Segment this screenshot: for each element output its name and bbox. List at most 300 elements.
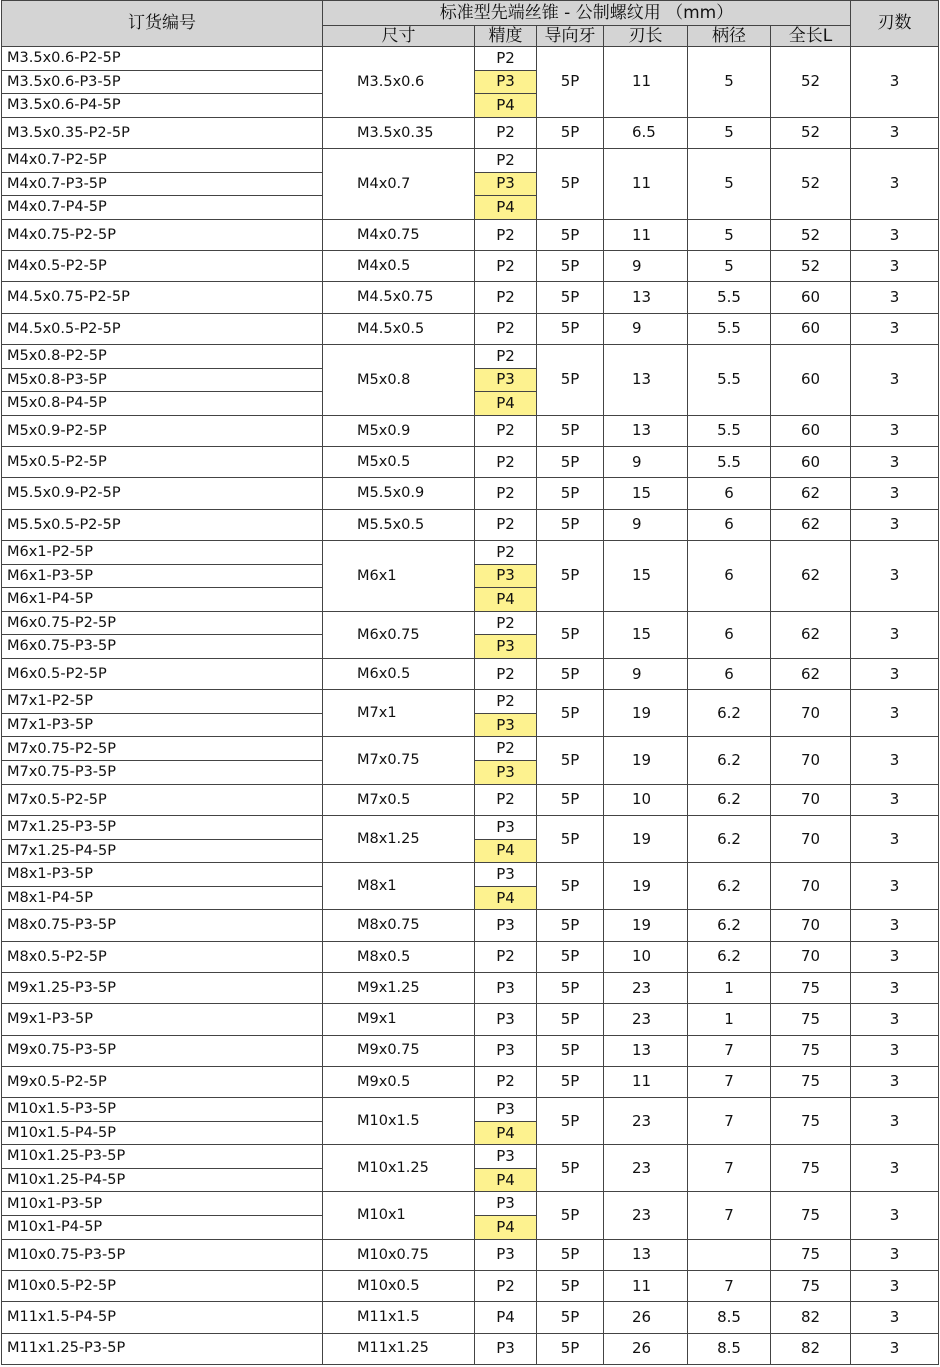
lead-thread-cell: 5P <box>537 219 604 250</box>
precision-cell: P2 <box>475 345 537 369</box>
lead-thread-cell: 5P <box>537 313 604 344</box>
flutes-cell: 3 <box>851 509 939 540</box>
shank-diameter-cell: 6.2 <box>688 863 771 910</box>
precision-cell: P3 <box>475 1098 537 1122</box>
lead-thread-cell: 5P <box>537 941 604 972</box>
blade-length-cell: 26 <box>604 1302 688 1333</box>
overall-length-cell: 70 <box>771 910 851 941</box>
order-code: M6x1-P4-5P <box>2 588 323 612</box>
size-cell: M11x1.25 <box>323 1333 475 1364</box>
size-cell: M4.5x0.75 <box>323 282 475 313</box>
flutes-cell: 3 <box>851 690 939 737</box>
table-row <box>2 415 939 446</box>
flutes-cell: 3 <box>851 313 939 344</box>
blade-length-cell: 11 <box>604 149 688 220</box>
size-cell: M9x0.5 <box>323 1066 475 1097</box>
table-row <box>2 815 939 839</box>
precision-cell: P2 <box>475 737 537 761</box>
order-code: M9x0.5-P2-5P <box>2 1066 323 1097</box>
lead-thread-cell: 5P <box>537 117 604 148</box>
flutes-cell: 3 <box>851 345 939 416</box>
precision-cell: P2 <box>475 1066 537 1097</box>
lead-thread-cell: 5P <box>537 1035 604 1066</box>
shank-diameter-cell: 1 <box>688 972 771 1003</box>
shank-diameter-cell: 5.5 <box>688 313 771 344</box>
order-code: M10x1.5-P3-5P <box>2 1098 323 1122</box>
overall-length-cell: 82 <box>771 1302 851 1333</box>
overall-length-cell: 70 <box>771 941 851 972</box>
order-code: M3.5x0.6-P2-5P <box>2 47 323 71</box>
table-row <box>2 1145 939 1169</box>
overall-length-cell: 75 <box>771 1145 851 1192</box>
overall-length-cell: 62 <box>771 478 851 509</box>
order-code: M4x0.75-P2-5P <box>2 219 323 250</box>
lead-thread-cell: 5P <box>537 415 604 446</box>
table-body <box>2 47 939 1365</box>
flutes-cell: 3 <box>851 941 939 972</box>
precision-cell: P2 <box>475 690 537 714</box>
precision-cell: P2 <box>475 251 537 282</box>
table-row <box>2 251 939 282</box>
order-code: M7x1.25-P4-5P <box>2 839 323 863</box>
table-row <box>2 149 939 173</box>
shank-diameter-cell: 6.2 <box>688 784 771 815</box>
blade-length-cell: 19 <box>604 863 688 910</box>
order-code: M4x0.7-P2-5P <box>2 149 323 173</box>
lead-thread-cell: 5P <box>537 1192 604 1239</box>
precision-cell: P4 <box>475 1216 537 1240</box>
precision-cell: P4 <box>475 1121 537 1145</box>
shank-diameter-cell: 1 <box>688 1004 771 1035</box>
overall-length-cell: 75 <box>771 1066 851 1097</box>
flutes-cell: 3 <box>851 815 939 862</box>
order-code: M7x0.75-P2-5P <box>2 737 323 761</box>
flutes-cell: 3 <box>851 1098 939 1145</box>
blade-length-cell: 23 <box>604 1004 688 1035</box>
overall-length-cell: 70 <box>771 737 851 784</box>
blade-length-cell: 11 <box>604 47 688 118</box>
precision-cell: P3 <box>475 815 537 839</box>
table-row <box>2 972 939 1003</box>
order-code: M6x0.75-P3-5P <box>2 635 323 659</box>
table-row <box>2 690 939 714</box>
size-cell: M10x1.5 <box>323 1098 475 1145</box>
shank-diameter-cell: 6 <box>688 509 771 540</box>
lead-thread-cell: 5P <box>537 149 604 220</box>
blade-length-cell: 6.5 <box>604 117 688 148</box>
size-cell: M4x0.5 <box>323 251 475 282</box>
table-row <box>2 1066 939 1097</box>
blade-length-cell: 10 <box>604 941 688 972</box>
overall-length-cell: 70 <box>771 784 851 815</box>
blade-length-cell: 13 <box>604 1035 688 1066</box>
lead-thread-cell: 5P <box>537 478 604 509</box>
blade-length-cell: 19 <box>604 815 688 862</box>
overall-length-cell: 62 <box>771 509 851 540</box>
header-group-title: 标准型先端丝锥 - 公制螺纹用 （mm） <box>323 1 851 26</box>
order-code: M10x1-P4-5P <box>2 1216 323 1240</box>
order-code: M5x0.8-P3-5P <box>2 368 323 392</box>
lead-thread-cell: 5P <box>537 1302 604 1333</box>
header-flutes: 刃数 <box>851 1 939 47</box>
blade-length-cell: 13 <box>604 345 688 416</box>
table-row <box>2 784 939 815</box>
precision-cell: P4 <box>475 1168 537 1192</box>
overall-length-cell: 70 <box>771 690 851 737</box>
order-code: M4.5x0.75-P2-5P <box>2 282 323 313</box>
header-blade-length: 刃长 <box>604 26 688 47</box>
flutes-cell: 3 <box>851 1239 939 1270</box>
order-code: M3.5x0.6-P4-5P <box>2 94 323 118</box>
precision-cell: P2 <box>475 219 537 250</box>
shank-diameter-cell: 5 <box>688 47 771 118</box>
flutes-cell: 3 <box>851 658 939 689</box>
overall-length-cell: 75 <box>771 1239 851 1270</box>
flutes-cell: 3 <box>851 47 939 118</box>
precision-cell: P3 <box>475 1192 537 1216</box>
precision-cell: P2 <box>475 1270 537 1301</box>
size-cell: M3.5x0.6 <box>323 47 475 118</box>
lead-thread-cell: 5P <box>537 611 604 658</box>
table-row <box>2 313 939 344</box>
order-code: M9x1.25-P3-5P <box>2 972 323 1003</box>
precision-cell: P3 <box>475 1035 537 1066</box>
size-cell: M8x1 <box>323 863 475 910</box>
blade-length-cell: 13 <box>604 415 688 446</box>
flutes-cell: 3 <box>851 1270 939 1301</box>
overall-length-cell: 82 <box>771 1333 851 1364</box>
blade-length-cell: 13 <box>604 1239 688 1270</box>
precision-cell: P3 <box>475 1333 537 1364</box>
table-row <box>2 1004 939 1035</box>
flutes-cell: 3 <box>851 784 939 815</box>
lead-thread-cell: 5P <box>537 658 604 689</box>
table-row <box>2 478 939 509</box>
blade-length-cell: 26 <box>604 1333 688 1364</box>
lead-thread-cell: 5P <box>537 1004 604 1035</box>
table-row <box>2 1098 939 1122</box>
tap-spec-table <box>1 0 939 1365</box>
overall-length-cell: 75 <box>771 1035 851 1066</box>
blade-length-cell: 19 <box>604 737 688 784</box>
lead-thread-cell: 5P <box>537 815 604 862</box>
lead-thread-cell: 5P <box>537 737 604 784</box>
precision-cell: P2 <box>475 282 537 313</box>
precision-cell: P2 <box>475 658 537 689</box>
shank-diameter-cell: 7 <box>688 1035 771 1066</box>
blade-length-cell: 10 <box>604 784 688 815</box>
table-row <box>2 541 939 565</box>
overall-length-cell: 60 <box>771 313 851 344</box>
size-cell: M5x0.8 <box>323 345 475 416</box>
precision-cell: P3 <box>475 863 537 887</box>
overall-length-cell: 62 <box>771 611 851 658</box>
shank-diameter-cell: 6.2 <box>688 941 771 972</box>
order-code: M9x0.75-P3-5P <box>2 1035 323 1066</box>
precision-cell: P2 <box>475 149 537 173</box>
lead-thread-cell: 5P <box>537 251 604 282</box>
precision-cell: P2 <box>475 541 537 565</box>
order-code: M7x0.75-P3-5P <box>2 761 323 785</box>
lead-thread-cell: 5P <box>537 784 604 815</box>
lead-thread-cell: 5P <box>537 282 604 313</box>
size-cell: M5x0.9 <box>323 415 475 446</box>
shank-diameter-cell: 7 <box>688 1145 771 1192</box>
precision-cell: P2 <box>475 117 537 148</box>
precision-cell: P4 <box>475 886 537 910</box>
order-code: M6x1-P2-5P <box>2 541 323 565</box>
precision-cell: P3 <box>475 1239 537 1270</box>
flutes-cell: 3 <box>851 1035 939 1066</box>
table-row <box>2 509 939 540</box>
lead-thread-cell: 5P <box>537 1066 604 1097</box>
lead-thread-cell: 5P <box>537 863 604 910</box>
flutes-cell: 3 <box>851 447 939 478</box>
shank-diameter-cell: 8.5 <box>688 1302 771 1333</box>
blade-length-cell: 9 <box>604 509 688 540</box>
order-code: M10x1.25-P3-5P <box>2 1145 323 1169</box>
precision-cell: P3 <box>475 972 537 1003</box>
shank-diameter-cell: 5 <box>688 219 771 250</box>
header-shank-diameter: 柄径 <box>688 26 771 47</box>
precision-cell: P3 <box>475 70 537 94</box>
order-code: M5x0.5-P2-5P <box>2 447 323 478</box>
blade-length-cell: 9 <box>604 313 688 344</box>
order-code: M8x0.5-P2-5P <box>2 941 323 972</box>
precision-cell: P4 <box>475 392 537 416</box>
flutes-cell: 3 <box>851 541 939 612</box>
overall-length-cell: 70 <box>771 815 851 862</box>
lead-thread-cell: 5P <box>537 345 604 416</box>
precision-cell: P3 <box>475 1004 537 1035</box>
order-code: M5.5x0.5-P2-5P <box>2 509 323 540</box>
flutes-cell: 3 <box>851 972 939 1003</box>
overall-length-cell: 52 <box>771 251 851 282</box>
shank-diameter-cell: 5 <box>688 149 771 220</box>
flutes-cell: 3 <box>851 478 939 509</box>
size-cell: M4.5x0.5 <box>323 313 475 344</box>
table-row <box>2 1192 939 1216</box>
shank-diameter-cell: 6 <box>688 658 771 689</box>
blade-length-cell: 11 <box>604 219 688 250</box>
table-row <box>2 117 939 148</box>
blade-length-cell: 19 <box>604 690 688 737</box>
flutes-cell: 3 <box>851 910 939 941</box>
precision-cell: P3 <box>475 368 537 392</box>
size-cell: M9x0.75 <box>323 1035 475 1066</box>
table-row <box>2 1333 939 1364</box>
size-cell: M4x0.75 <box>323 219 475 250</box>
overall-length-cell: 52 <box>771 149 851 220</box>
blade-length-cell: 23 <box>604 1098 688 1145</box>
order-code: M10x0.5-P2-5P <box>2 1270 323 1301</box>
precision-cell: P4 <box>475 196 537 220</box>
table-row <box>2 282 939 313</box>
blade-length-cell: 23 <box>604 972 688 1003</box>
order-code: M7x1-P2-5P <box>2 690 323 714</box>
size-cell: M6x0.75 <box>323 611 475 658</box>
blade-length-cell: 15 <box>604 478 688 509</box>
order-code: M10x1-P3-5P <box>2 1192 323 1216</box>
table-row <box>2 611 939 635</box>
order-code: M5x0.9-P2-5P <box>2 415 323 446</box>
shank-diameter-cell: 6.2 <box>688 815 771 862</box>
size-cell: M10x1.25 <box>323 1145 475 1192</box>
order-code: M11x1.25-P3-5P <box>2 1333 323 1364</box>
overall-length-cell: 70 <box>771 863 851 910</box>
blade-length-cell: 11 <box>604 1066 688 1097</box>
shank-diameter-cell: 5 <box>688 117 771 148</box>
order-code: M8x0.75-P3-5P <box>2 910 323 941</box>
shank-diameter-cell: 5.5 <box>688 447 771 478</box>
header-lead-thread: 导向牙 <box>537 26 604 47</box>
flutes-cell: 3 <box>851 149 939 220</box>
order-code: M5x0.8-P2-5P <box>2 345 323 369</box>
table-row <box>2 737 939 761</box>
precision-cell: P2 <box>475 313 537 344</box>
order-code: M6x1-P3-5P <box>2 564 323 588</box>
overall-length-cell: 75 <box>771 972 851 1003</box>
flutes-cell: 3 <box>851 1302 939 1333</box>
size-cell: M10x1 <box>323 1192 475 1239</box>
lead-thread-cell: 5P <box>537 447 604 478</box>
order-code: M10x1.25-P4-5P <box>2 1168 323 1192</box>
shank-diameter-cell: 6.2 <box>688 737 771 784</box>
precision-cell: P2 <box>475 941 537 972</box>
order-code: M6x0.75-P2-5P <box>2 611 323 635</box>
precision-cell: P3 <box>475 761 537 785</box>
overall-length-cell: 75 <box>771 1270 851 1301</box>
size-cell: M10x0.75 <box>323 1239 475 1270</box>
flutes-cell: 3 <box>851 737 939 784</box>
size-cell: M5.5x0.5 <box>323 509 475 540</box>
precision-cell: P2 <box>475 415 537 446</box>
order-code: M4x0.7-P4-5P <box>2 196 323 220</box>
size-cell: M4x0.7 <box>323 149 475 220</box>
shank-diameter-cell: 6 <box>688 478 771 509</box>
order-code: M10x1.5-P4-5P <box>2 1121 323 1145</box>
size-cell: M7x0.75 <box>323 737 475 784</box>
order-code: M6x0.5-P2-5P <box>2 658 323 689</box>
order-code: M5.5x0.9-P2-5P <box>2 478 323 509</box>
order-code: M4x0.7-P3-5P <box>2 172 323 196</box>
table-header <box>2 1 939 47</box>
overall-length-cell: 62 <box>771 658 851 689</box>
precision-cell: P2 <box>475 509 537 540</box>
blade-length-cell: 19 <box>604 910 688 941</box>
header-size: 尺寸 <box>323 26 475 47</box>
precision-cell: P2 <box>475 784 537 815</box>
precision-cell: P2 <box>475 478 537 509</box>
overall-length-cell: 62 <box>771 541 851 612</box>
table-row <box>2 863 939 887</box>
flutes-cell: 3 <box>851 1066 939 1097</box>
order-code: M7x1-P3-5P <box>2 713 323 737</box>
blade-length-cell: 9 <box>604 658 688 689</box>
precision-cell: P3 <box>475 564 537 588</box>
flutes-cell: 3 <box>851 282 939 313</box>
size-cell: M3.5x0.35 <box>323 117 475 148</box>
table-row <box>2 447 939 478</box>
shank-diameter-cell: 7 <box>688 1098 771 1145</box>
precision-cell: P3 <box>475 713 537 737</box>
size-cell: M8x1.25 <box>323 815 475 862</box>
order-code: M7x1.25-P3-5P <box>2 815 323 839</box>
lead-thread-cell: 5P <box>537 972 604 1003</box>
lead-thread-cell: 5P <box>537 690 604 737</box>
order-code: M9x1-P3-5P <box>2 1004 323 1035</box>
flutes-cell: 3 <box>851 1333 939 1364</box>
order-code: M4.5x0.5-P2-5P <box>2 313 323 344</box>
size-cell: M9x1.25 <box>323 972 475 1003</box>
size-cell: M10x0.5 <box>323 1270 475 1301</box>
lead-thread-cell: 5P <box>537 541 604 612</box>
table-row <box>2 1239 939 1270</box>
header-overall-length: 全长L <box>771 26 851 47</box>
shank-diameter-cell: 7 <box>688 1192 771 1239</box>
lead-thread-cell: 5P <box>537 1239 604 1270</box>
order-code: M11x1.5-P4-5P <box>2 1302 323 1333</box>
table-row <box>2 1270 939 1301</box>
lead-thread-cell: 5P <box>537 1333 604 1364</box>
shank-diameter-cell: 6 <box>688 541 771 612</box>
flutes-cell: 3 <box>851 117 939 148</box>
lead-thread-cell: 5P <box>537 1270 604 1301</box>
header-precision: 精度 <box>475 26 537 47</box>
lead-thread-cell: 5P <box>537 509 604 540</box>
size-cell: M7x0.5 <box>323 784 475 815</box>
precision-cell: P2 <box>475 447 537 478</box>
shank-diameter-cell <box>688 1239 771 1270</box>
lead-thread-cell: 5P <box>537 1098 604 1145</box>
flutes-cell: 3 <box>851 1145 939 1192</box>
precision-cell: P2 <box>475 47 537 71</box>
blade-length-cell: 23 <box>604 1192 688 1239</box>
shank-diameter-cell: 7 <box>688 1066 771 1097</box>
table-row <box>2 219 939 250</box>
precision-cell: P3 <box>475 172 537 196</box>
overall-length-cell: 52 <box>771 219 851 250</box>
shank-diameter-cell: 6 <box>688 611 771 658</box>
order-code: M3.5x0.6-P3-5P <box>2 70 323 94</box>
lead-thread-cell: 5P <box>537 1145 604 1192</box>
precision-cell: P3 <box>475 635 537 659</box>
table-row <box>2 941 939 972</box>
precision-cell: P4 <box>475 839 537 863</box>
size-cell: M7x1 <box>323 690 475 737</box>
precision-cell: P4 <box>475 1302 537 1333</box>
order-code: M8x1-P3-5P <box>2 863 323 887</box>
flutes-cell: 3 <box>851 611 939 658</box>
size-cell: M5.5x0.9 <box>323 478 475 509</box>
table-row <box>2 345 939 369</box>
overall-length-cell: 60 <box>771 447 851 478</box>
overall-length-cell: 52 <box>771 117 851 148</box>
blade-length-cell: 9 <box>604 447 688 478</box>
table-row <box>2 1302 939 1333</box>
overall-length-cell: 75 <box>771 1192 851 1239</box>
shank-diameter-cell: 7 <box>688 1270 771 1301</box>
shank-diameter-cell: 5.5 <box>688 282 771 313</box>
flutes-cell: 3 <box>851 1192 939 1239</box>
header-order-no: 订货编号 <box>2 1 323 47</box>
size-cell: M11x1.5 <box>323 1302 475 1333</box>
table-row <box>2 47 939 71</box>
order-code: M3.5x0.35-P2-5P <box>2 117 323 148</box>
precision-cell: P3 <box>475 910 537 941</box>
blade-length-cell: 15 <box>604 611 688 658</box>
overall-length-cell: 60 <box>771 282 851 313</box>
